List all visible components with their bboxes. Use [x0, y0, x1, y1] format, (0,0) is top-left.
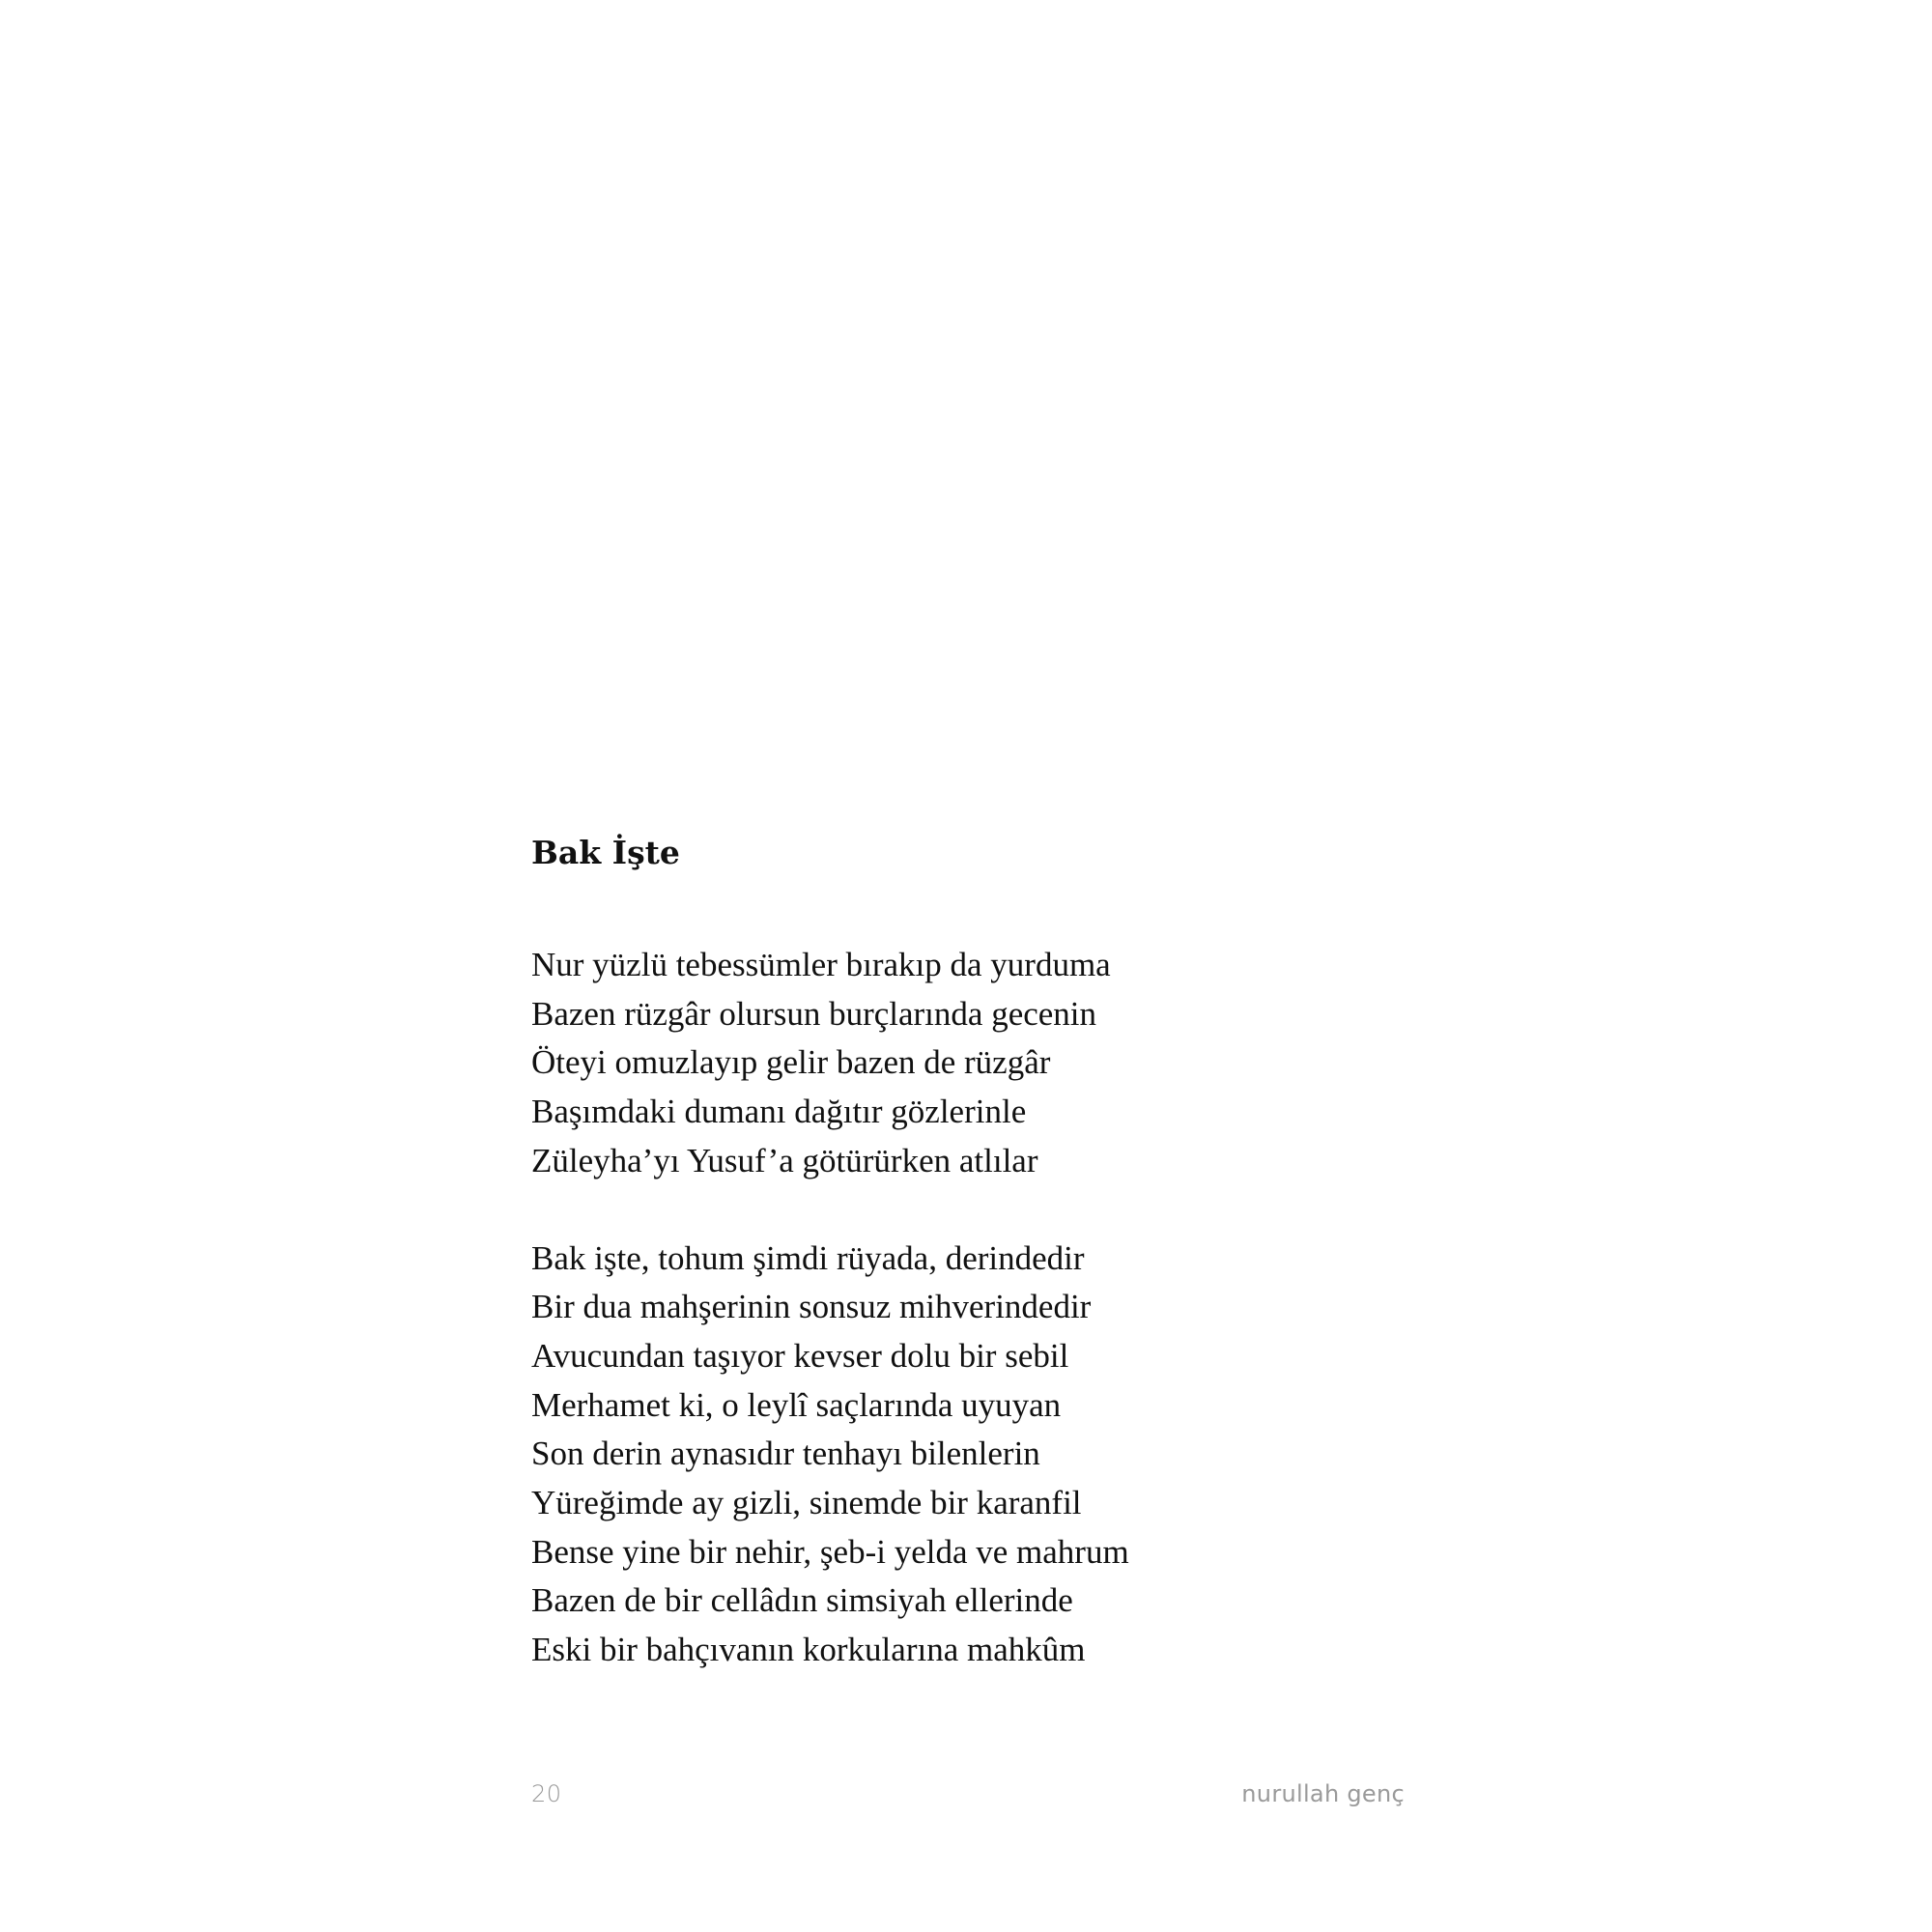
poem-line: Bazen de bir cellâdın simsiyah ellerinde	[531, 1581, 1073, 1620]
poem-line: Bense yine bir nehir, şeb-i yelda ve mahrum	[531, 1532, 1129, 1571]
poem	[531, 829, 1497, 1723]
poem-line: Yüreğimde ay gizli, sinemde bir karanfil	[531, 1484, 1082, 1522]
poem-line: Son derin aynasıdır tenhayı bilenlerin	[531, 1435, 1040, 1473]
running-footer-author: nurullah genç	[1241, 1780, 1405, 1807]
poem-line: Züleyha’yı Yusuf’a götürürken atlılar	[531, 1141, 1038, 1179]
poem-line: Öteyi omuzlayıp gelir bazen de rüzgâr	[531, 1043, 1051, 1082]
poem-line: Avucundan taşıyor kevser dolu bir sebil	[531, 1336, 1069, 1375]
poem-line: Eski bir bahçıvanın korkularına mahkûm	[531, 1631, 1086, 1669]
stanza-2	[531, 1235, 1497, 1675]
poem-line: Merhamet ki, o leylî saçlarında uyuyan	[531, 1385, 1062, 1424]
poem-line: Başımdaki dumanı dağıtır gözlerinle	[531, 1093, 1027, 1131]
poem-line: Nur yüzlü tebessümler bırakıp da yurduma	[531, 946, 1111, 983]
poem-line: Bazen rüzgâr olursun burçlarında gecenin	[531, 994, 1097, 1033]
poem-line: Bir dua mahşerinin sonsuz mihverindedir	[531, 1288, 1092, 1326]
poem-line: Bak işte, tohum şimdi rüyada, derindedir	[531, 1238, 1085, 1277]
page-number: 20	[531, 1780, 562, 1807]
stanza-1	[531, 941, 1497, 1186]
poem-title: Bak İşte	[531, 834, 680, 871]
